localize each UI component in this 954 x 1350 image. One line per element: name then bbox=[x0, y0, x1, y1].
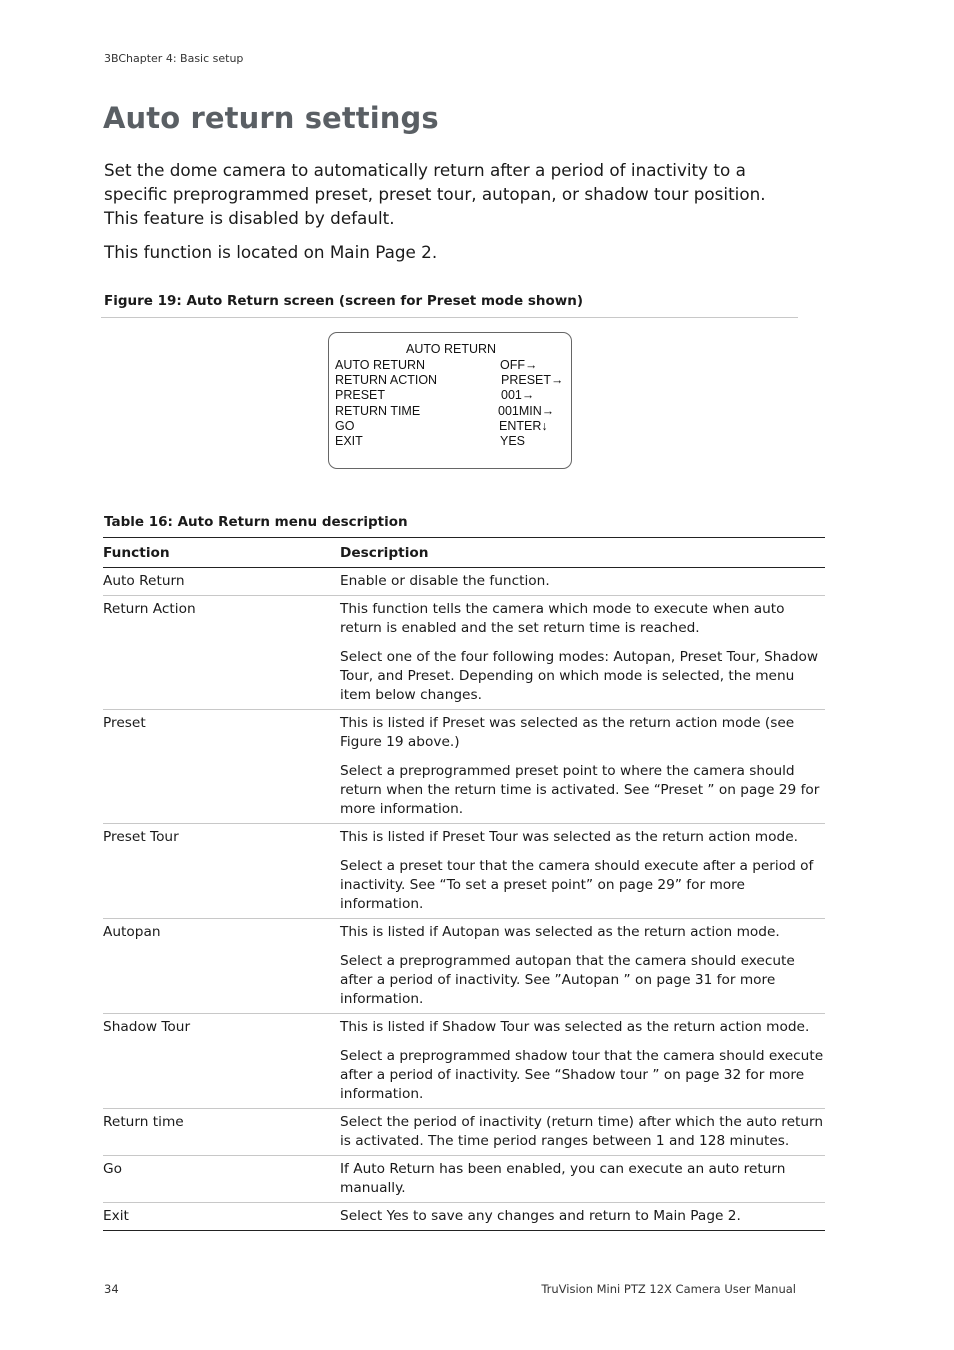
description-cell bbox=[340, 1014, 825, 1109]
page-title: Auto return settings bbox=[103, 101, 439, 135]
table-row bbox=[103, 710, 825, 824]
table-row bbox=[103, 1109, 825, 1156]
table-row bbox=[103, 919, 825, 1014]
description-text: Select a preprogrammed autopan that the camera should execute after a period of inactivity. See ”Autopan ” on page 31 for more information. bbox=[340, 953, 795, 1007]
osd-value: PRESET→ bbox=[501, 373, 564, 387]
description-text: This is listed if Preset was selected as the return action mode (see Figure 19 above.) bbox=[340, 715, 795, 750]
description-cell bbox=[340, 1203, 825, 1231]
table-row bbox=[103, 568, 825, 596]
description-text: Enable or disable the function. bbox=[340, 573, 550, 589]
figure-caption: Figure 19: Auto Return screen (screen for Preset mode shown) bbox=[104, 293, 583, 309]
intro-paragraph: Set the dome camera to automatically return after a period of inactivity to a specific preprogrammed preset, preset tour, autopan, or shadow tour position. This feature is disabled by default. bbox=[104, 160, 766, 228]
table-row bbox=[103, 1156, 825, 1203]
function-cell: Auto Return bbox=[103, 568, 340, 596]
osd-value: 001MIN→ bbox=[498, 404, 555, 418]
description-cell bbox=[340, 596, 825, 710]
description-text: Select Yes to save any changes and return to Main Page 2. bbox=[340, 1208, 741, 1224]
function-cell: Preset bbox=[103, 710, 340, 824]
description-text: If Auto Return has been enabled, you can execute an auto return manually. bbox=[340, 1161, 786, 1196]
description-text: Select the period of inactivity (return time) after which the auto return is activated. The time period ranges between 1 and 128 minutes. bbox=[340, 1114, 824, 1149]
location-note: This function is located on Main Page 2. bbox=[104, 242, 438, 262]
column-header-function: Function bbox=[103, 538, 340, 568]
osd-label: GO bbox=[335, 419, 355, 433]
page-number: 34 bbox=[104, 1282, 119, 1296]
footer-manual-title: TruVision Mini PTZ 12X Camera User Manual bbox=[541, 1282, 796, 1296]
osd-row-return-action bbox=[335, 373, 565, 388]
osd-row-preset bbox=[335, 388, 565, 403]
description-text: This is listed if Autopan was selected as the return action mode. bbox=[340, 924, 780, 940]
table-header-row bbox=[103, 538, 825, 568]
function-cell: Exit bbox=[103, 1208, 129, 1224]
description-text: This function tells the camera which mode to execute when auto return is enabled and the set return time is reached. bbox=[340, 601, 785, 636]
osd-label: PRESET bbox=[335, 388, 386, 402]
osd-screen-figure bbox=[328, 332, 572, 469]
running-header: 3BChapter 4: Basic setup bbox=[104, 52, 244, 65]
osd-value: ENTER↓ bbox=[499, 419, 548, 433]
description-cell bbox=[340, 1109, 825, 1156]
table-row bbox=[103, 824, 825, 919]
table-row bbox=[103, 1014, 825, 1109]
osd-row-exit bbox=[335, 434, 565, 449]
figure-divider bbox=[101, 317, 798, 318]
osd-value: 001→ bbox=[501, 388, 535, 402]
description-text: This is listed if Shadow Tour was selected as the return action mode. bbox=[340, 1019, 810, 1035]
description-text: This is listed if Preset Tour was selected as the return action mode. bbox=[340, 829, 798, 845]
description-text: Select one of the four following modes: Autopan, Preset Tour, Shadow Tour, and Preset. Depending on which mode is selected, the menu item below changes. bbox=[340, 649, 819, 703]
osd-label: AUTO RETURN bbox=[335, 358, 426, 372]
description-cell bbox=[340, 919, 825, 1014]
osd-row-return-time bbox=[335, 404, 565, 419]
function-cell: Preset Tour bbox=[103, 824, 340, 919]
osd-title: AUTO RETURN bbox=[406, 342, 497, 356]
osd-value: OFF→ bbox=[500, 358, 538, 372]
osd-row-go bbox=[335, 419, 565, 434]
description-cell bbox=[340, 710, 825, 824]
function-cell: Return time bbox=[103, 1109, 340, 1156]
description-text: Select a preprogrammed preset point to where the camera should return when the return time is activated. See “Preset ” on page 29 for more information. bbox=[340, 763, 820, 817]
osd-label: RETURN ACTION bbox=[335, 373, 438, 387]
osd-row-auto-return bbox=[335, 358, 565, 373]
column-header-description: Description bbox=[340, 538, 825, 568]
function-cell: Shadow Tour bbox=[103, 1014, 340, 1109]
description-cell bbox=[340, 568, 825, 596]
description-cell bbox=[340, 1156, 825, 1203]
description-text: Select a preprogrammed shadow tour that the camera should execute after a period of inactivity. See “Shadow tour ” on page 32 for more information. bbox=[340, 1048, 824, 1102]
function-cell: Return Action bbox=[103, 596, 340, 710]
description-cell bbox=[340, 824, 825, 919]
osd-label: RETURN TIME bbox=[335, 404, 421, 418]
osd-label: EXIT bbox=[335, 434, 363, 448]
table-row bbox=[103, 596, 825, 710]
description-text: Select a preset tour that the camera should execute after a period of inactivity. See “To set a preset point” on page 29” for more information. bbox=[340, 858, 814, 912]
table-row bbox=[103, 1203, 825, 1231]
table-caption: Table 16: Auto Return menu description bbox=[104, 514, 408, 530]
auto-return-menu-table bbox=[103, 537, 825, 1231]
function-cell: Autopan bbox=[103, 919, 340, 1014]
function-cell: Go bbox=[103, 1156, 340, 1203]
osd-value: YES bbox=[500, 434, 526, 448]
